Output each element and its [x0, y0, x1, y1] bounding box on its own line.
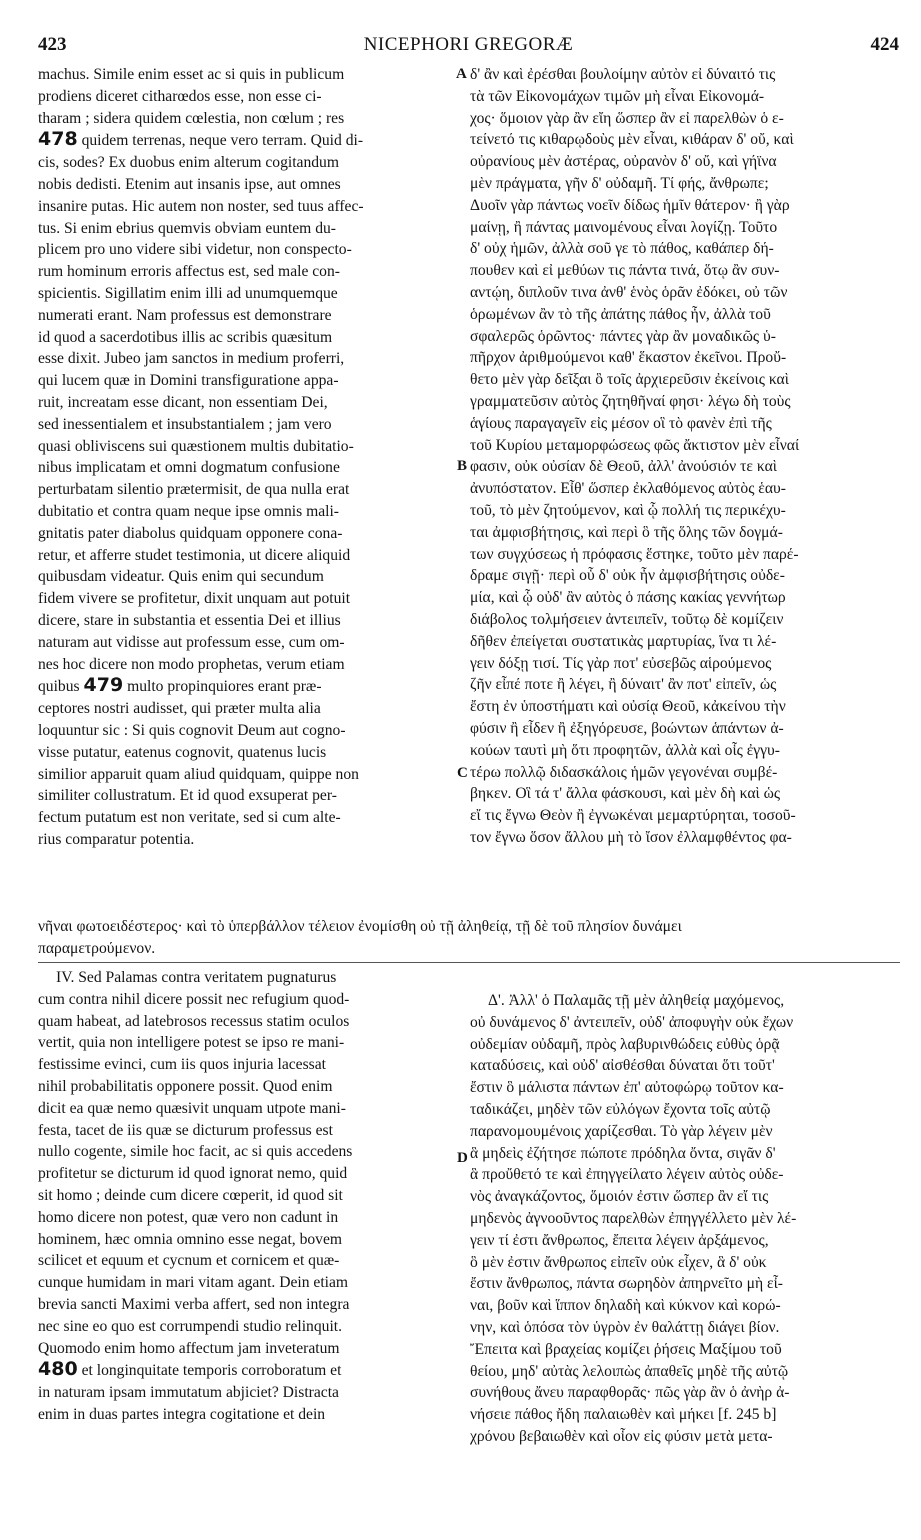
text-line: sit homo ; deinde cum dicere cœperit, id quod sit	[38, 1186, 343, 1204]
text-line: πουθεν καὶ εἰ μεθύων τις πάντα τινά, ὅτῳ ἂν συν-	[470, 262, 780, 280]
text-line: νην, καὶ ὁπόσα τὸν ὑγρὸν ἐν θαλάττῃ διάγει βίον.	[470, 1318, 780, 1336]
text-line: ruit, increatam esse dicant, non essentiam Dei,	[38, 393, 328, 411]
text-line: ὁρωμένων ἂν τὸ τῆς ἀπάτης πάθος ἦν, ἀλλὰ τοῦ	[470, 305, 771, 323]
text-line: ταδικάζει, μηδὲν τῶν εὐλόγων ἔχοντα τοῖς αὐτῷ	[470, 1100, 771, 1118]
greek-column-bottom	[470, 990, 900, 1448]
text-line: ἃ μηδεὶς ἐζήτησε πώποτε πρόδηλα ὄντα, σιγᾶν δ'	[470, 1144, 776, 1162]
text-line: similiter collustratum. Et id quod exsuperat per-	[38, 787, 337, 805]
text-line: rum hominum erroris affectus est, sed male con-	[38, 263, 340, 281]
text-line: ἀνυπόστατον. Εἶθ' ὥσπερ ἐκλαθόμενος αὐτὸς ἑαυ-	[470, 480, 786, 498]
text-line: vertit, quia non intelligere potest se ipso re mani-	[38, 1034, 345, 1052]
text-line: dubitatio et contra quam neque ipse omnis mali-	[38, 502, 339, 520]
text-line: νὸς ἀναγκάζοντος, ὅμοιόν ἐστιν ὥσπερ ἂν εἴ τις	[470, 1188, 769, 1206]
text-line: νῆναι φωτοειδέστερος· καὶ τὸ ὑπερβάλλον τέλειον ἐνομίσθη οὐ τῇ ἀληθείᾳ, τῇ δὲ τοῦ πλησίον δυνάμει	[38, 918, 682, 935]
text-line: αντῴη, διπλοῦν τινα ἀνθ' ἑνὸς ὁρᾶν ἐδόκει, οὐ τῶν	[470, 283, 788, 301]
text-line: cum contra nihil dicere possit nec refugium quod-	[38, 990, 350, 1008]
text-line: Quomodo enim homo affectum jam inveteratum	[38, 1339, 340, 1357]
text-line: quam habeat, ad latebrosos recessus statim oculos	[38, 1012, 350, 1030]
margin-letter-a: A	[456, 66, 467, 82]
text-line: ἔστη ἐν ὑποστήματι καὶ οὐσίᾳ Θεοῦ, κἀκείνου τὴν	[470, 698, 786, 716]
text-line: rius comparatur potentia.	[38, 830, 195, 848]
text-line: φύσιν ἢ εἶδεν ἢ ἐξηγόρευσε, βοώντων ἁπάντων ἀ-	[470, 719, 784, 737]
text-line: spicientis. Sigillatim enim illi ad unumquemque	[38, 284, 338, 302]
text-line: quasi obliviscens sui quæstionem multis dubitatio-	[38, 437, 354, 455]
text-line: κούων ταυτὶ μὴ ὅτι προφητῶν, ἀλλὰ καὶ οἷς ἐγγυ-	[470, 741, 780, 759]
text-line: ζῆν εἶπέ ποτε ἢ λέγει, ἢ δύναιτ' ἂν ποτ' εἰπεῖν, ὡς	[470, 676, 777, 694]
text-line: φασιν, οὐκ οὐσίαν δὲ Θεοῦ, ἀλλ' ἀνούσιόν τε καὶ	[470, 458, 777, 476]
text-line: machus. Simile enim esset ac si quis in publicum	[38, 66, 345, 83]
text-line: similior apparuit quam aliud quidquam, quippe non	[38, 765, 359, 783]
text-line: IV. Sed Palamas contra veritatem pugnaturus	[56, 969, 337, 986]
text-line: βηκεν. Οἳ τά τ' ἄλλα φάσκουσι, καὶ μὲν δὴ καὶ ὡς	[470, 785, 781, 803]
text-line: cis, sodes? Ex duobus enim alterum cogitandum	[38, 154, 339, 172]
text-line: τοῦ Κυρίου μεταμορφώσεως φῶς ἄκτιστον μὲν εἶναί	[470, 436, 800, 454]
latin-column-top	[38, 64, 450, 851]
text-line: μηδενὸς ἀγνοοῦντος παρελθὼν ἐπηγγέλλετο μὲν λέ-	[470, 1209, 797, 1227]
latin-column-bottom	[38, 967, 450, 1426]
text-line: quibus 479 multo propinquiores erant præ-	[38, 675, 322, 697]
text-line: nec sine eo quo est corrumpendi studio relinquit.	[38, 1317, 343, 1335]
text-line: τοῦ, τὸ μὲν ζητούμενον, καὶ ᾧ πολλή τις περικέχυ-	[470, 501, 786, 519]
text-line: 478 quidem terrenas, neque vero terram. Quid di-	[38, 129, 364, 151]
margin-letter-c: C	[457, 765, 468, 781]
text-line: νήσειε πάθος ἤδη παλαιωθὲν καὶ μήκει [f. 245 b]	[470, 1406, 777, 1424]
text-line: numerati erant. Nam professus est demonstrare	[38, 306, 332, 324]
text-line: tus. Si enim ebrius quemvis obviam euntem du-	[38, 219, 336, 237]
text-line: γειν τί ἐστι ἄνθρωπος, ἔπειτα λέγειν ἀρξάμενος,	[470, 1231, 769, 1249]
text-line: tharam ; sidera quidem cœlestia, non cœlum ; res	[38, 109, 345, 127]
text-line: ceptores nostri audisset, qui præter multa alia	[38, 700, 321, 718]
text-line: γραμματεῦσιν αὐτὸς ζητηθῆναί φησι· λέγω δὴ τοὺς	[470, 392, 791, 410]
text-line: in naturam ipsam immutatum abjiciet? Distracta	[38, 1384, 339, 1402]
text-line: ναι, βοῦν καὶ ἵππον δηλαδὴ καὶ κύκνον καὶ κορώ-	[470, 1297, 781, 1315]
text-line: Δ'. Ἀλλ' ὁ Παλαμᾶς τῇ μὲν ἀληθείᾳ μαχόμενος,	[488, 992, 785, 1009]
text-line: festissime evinci, cum iis quos injuria lacessat	[38, 1056, 326, 1074]
running-title: NICEPHORI GREGORÆ	[363, 34, 574, 55]
text-line: nibus implicatam et omni dogmatum confusione	[38, 459, 340, 477]
text-line: καταδύσεις, καὶ οὐδ' αἰσθέσθαι δύναται ὅτι τοῦτ'	[470, 1057, 775, 1075]
text-line: homo dicere non potest, quæ vero non cadunt in	[38, 1208, 339, 1226]
text-line: συνήθους ἄνευ παραφθορᾶς· πῶς γὰρ ἂν ὁ ἀνὴρ ἀ-	[470, 1384, 790, 1402]
text-line: ἃ προὔθετό τε καὶ ἐπηγγείλατο λέγειν αὐτὸς οὐδε-	[470, 1166, 784, 1184]
text-line: Ἔπειτα καὶ βραχείας κομίζει ῥήσεις Μαξίμου τοῦ	[470, 1340, 782, 1358]
text-line: sed inessentialem et insubstantialem ; jam vero	[38, 415, 332, 433]
text-line: quibusdam videatur. Quis enim qui secundum	[38, 568, 324, 586]
text-line: παραμετρούμενον.	[38, 939, 156, 957]
text-line: θετο μὲν γὰρ δεῖξαι ὃ τοῖς ἀρχιερεῦσιν ἐκείνοις καὶ	[470, 371, 789, 389]
text-line: perturbatam silentio prætermisit, de qua nulla erat	[38, 481, 350, 499]
text-line: μία, καὶ ᾧ οὐδ' ἂν αὐτὸς ὁ πάσης κακίας γεννήτωρ	[470, 589, 786, 607]
text-line: enim in duas partes integra cogitatione et dein	[38, 1405, 326, 1423]
text-line: οὐρανίους μὲν ἀστέρας, οὐρανὸν δ' οὔ, καὶ γήϊνα	[470, 153, 777, 171]
text-line: τέρω πολλῷ διδασκάλοις ἡμῶν γεγονέναι συμβέ-	[470, 763, 778, 781]
text-line: qui lucem quæ in Domini transfiguratione appa-	[38, 372, 339, 390]
text-line: retur, et afferre studet testimonia, ut dicere aliquid	[38, 546, 351, 564]
section-divider	[38, 962, 900, 963]
text-line: ται ἀμφισβήτησις, καὶ περὶ ὃ τῆς ὅλης τῶν δογμά-	[470, 523, 783, 541]
text-line: 480 et longinquitate temporis corroboratum et	[38, 1359, 342, 1381]
text-line: brevia sancti Maximi verba affert, sed non integra	[38, 1295, 350, 1313]
text-line: nihil probabilitatis opponere possit. Quod enim	[38, 1077, 333, 1095]
greek-full-width	[38, 916, 900, 960]
text-line: nes hoc dicere non modo prophetas, verum etiam	[38, 655, 345, 673]
text-line: τείνετό τις κιθαρῳδοὺς μὲν εἶναι, κιθάραν δ' οὔ, καὶ	[470, 131, 794, 149]
text-line: fidem vivere se profitetur, dixit unquam aut potuit	[38, 590, 351, 608]
text-line: δραμε σιγῇ· περὶ οὗ δ' οὐκ ἦν ἀμφισβήτησις οὐδε-	[470, 567, 785, 585]
text-line: gnitatis pater diabolus quidquam opponere cona-	[38, 524, 343, 542]
text-line: scilicet et equum et cycnum et cornicem et quæ-	[38, 1252, 340, 1270]
text-line: dicit ea quæ nemo quæsivit unquam utpote mani-	[38, 1099, 346, 1117]
text-line: τον ἔγνω ὅσον ἄλλου μὴ τὸ ἴσον ἐλλαμφθέντος φα-	[470, 828, 792, 846]
text-line: cunque humidam in mari vitam agant. Dein etiam	[38, 1274, 349, 1292]
text-line: δ' οὐχ ἡμῶν, ἀλλὰ σοῦ γε τὸ πάθος, καθάπερ δή-	[470, 240, 774, 258]
text-line: id quod a sacerdotibus illis ac scribis quæsitum	[38, 328, 333, 346]
text-line: ἁγίους παραγαγεῖν εἰς μέσον οἳ τὸ φανὲν ἐπὶ τῆς	[470, 414, 772, 432]
text-line: διάβολος τολμήσειεν ἀντειπεῖν, τοῦτῳ δὲ κομίζειν	[470, 610, 784, 628]
text-line: μαίνῃ, ἢ πάντας μαινομένους εἶναι λογίζῃ. Τοῦτο	[470, 218, 778, 236]
margin-letter-b: B	[457, 458, 468, 474]
text-line: nullo cogente, simile hoc facit, ac si quis accedens	[38, 1143, 353, 1161]
text-line: σφαλερῶς ὁρῶντος· πάντες γὰρ ἂν μοναδικῶς ὑ-	[470, 327, 776, 345]
text-line: χρόνου βεβαιωθὲν καὶ οἷον εἰς φύσιν μετὰ μετα-	[470, 1427, 773, 1445]
page-header	[38, 34, 899, 60]
text-line: visse putatur, eatenus cognovit, quatenus lucis	[38, 743, 327, 761]
text-line: χος· ὅμοιον γὰρ ἂν εἴη ὥσπερ ἂν εἰ παρελθὼν ὁ ε-	[470, 109, 784, 127]
text-line: hominem, hæc omnia omnino esse negat, bovem	[38, 1230, 343, 1248]
column-marker-478: 478	[38, 129, 78, 151]
text-line: naturam aut vidisse aut professum esse, cum om-	[38, 633, 345, 651]
text-line: esse dixit. Jubeo jam sanctos in medium proferri,	[38, 350, 345, 368]
text-line: plicem pro uno videre sibi videtur, non conspecto-	[38, 241, 352, 259]
margin-letter-d: D	[457, 1150, 468, 1166]
text-line: οὐδεμίαν οὐδαμῆ, πρὸς λαβυρινθώδεις εὐθὺς ὁρᾷ	[470, 1035, 780, 1053]
text-line: των συγχύσεως ἡ πρόφασις ἕστηκε, τοῦτο μὲν παρέ-	[470, 545, 799, 563]
text-line: παρανομουμένοις χαρίζεσθαι. Τὸ γὰρ λέγειν μὲν	[470, 1122, 773, 1140]
text-line: Δυοῖν γὰρ πάντως νοεῖν δίδως ἡμῖν θάτερον· ἢ γὰρ	[470, 196, 790, 214]
text-line: οὐ δυνάμενος δ' ἀντειπεῖν, οὐδ' ἀποφυγὴν οὐκ ἔχων	[470, 1013, 794, 1031]
text-line: πῆρχον ἀριθμούμενοι καθ' ἕκαστον ἐκεῖνοι. Προὔ-	[470, 349, 787, 367]
text-line: δ' ἂν καὶ ἐρέσθαι βουλοίμην αὐτὸν εἰ δύναιτό τις	[470, 66, 776, 83]
text-line: insanire putas. Hic autem non noster, sed tuus affec-	[38, 197, 364, 215]
text-line: nobis dedisti. Etenim aut insanis ipse, aut omnes	[38, 175, 341, 193]
text-line: εἴ τις ἔγνω Θεὸν ἢ ἐγνωκέναι μεμαρτύρηται, τοσοῦ-	[470, 807, 796, 825]
text-line: loquuntur sic : Si quis cognovit Deum aut cogno-	[38, 721, 346, 739]
column-marker-480: 480	[38, 1359, 78, 1381]
text-line: δῆθεν ἐπείγεται συστατικὰς μαρτυρίας, ἵνα τι λέ-	[470, 632, 777, 650]
greek-column-top	[470, 64, 900, 849]
text-line: fectum putatum est non veritate, sed si cum alte-	[38, 809, 341, 827]
text-line: ὃ μὲν ἐστιν ἄνθρωπος εἰπεῖν οὐκ εἶχεν, ἃ δ' οὐκ	[470, 1253, 767, 1271]
page-number-right: 424	[870, 34, 899, 55]
column-marker-479: 479	[83, 675, 124, 697]
text-line: γειν δόξῃ τισί. Τίς γὰρ ποτ' εὐσεβῶς αἱρούμενος	[470, 654, 772, 672]
text-line: festa, tacet de iis quæ se dicturum professus est	[38, 1121, 333, 1139]
text-line: prodiens diceret citharœdos esse, non esse ci-	[38, 87, 322, 105]
text-line: θείου, μηδ' αὐτὰς λελοιπὼς ἀπαθεῖς μηδὲ τῆς αὐτῷ	[470, 1362, 789, 1380]
text-line: dicere, stare in substantia et essentia Dei et illius	[38, 611, 341, 629]
page-number-left: 423	[38, 34, 67, 55]
text-line: ἔστιν ἄνθρωπος, πάντα σωρηδὸν ἀπηρνεῖτο μὴ εἶ-	[470, 1275, 783, 1293]
text-line: μὲν πράγματα, γῆν δ' οὐδαμῆ. Τί φής, ἄνθρωπε;	[470, 174, 769, 192]
text-line: τὰ τῶν Εἰκονομάχων τιμῶν μὴ εἶναι Εἰκονομά-	[470, 87, 765, 105]
text-line: ἔστιν ὃ μάλιστα πάντων ἐπ' αὐτοφώρῳ τοῦτον κα-	[470, 1079, 784, 1097]
text-line: profitetur se dicturum id quod ignorat nemo, quid	[38, 1165, 348, 1183]
